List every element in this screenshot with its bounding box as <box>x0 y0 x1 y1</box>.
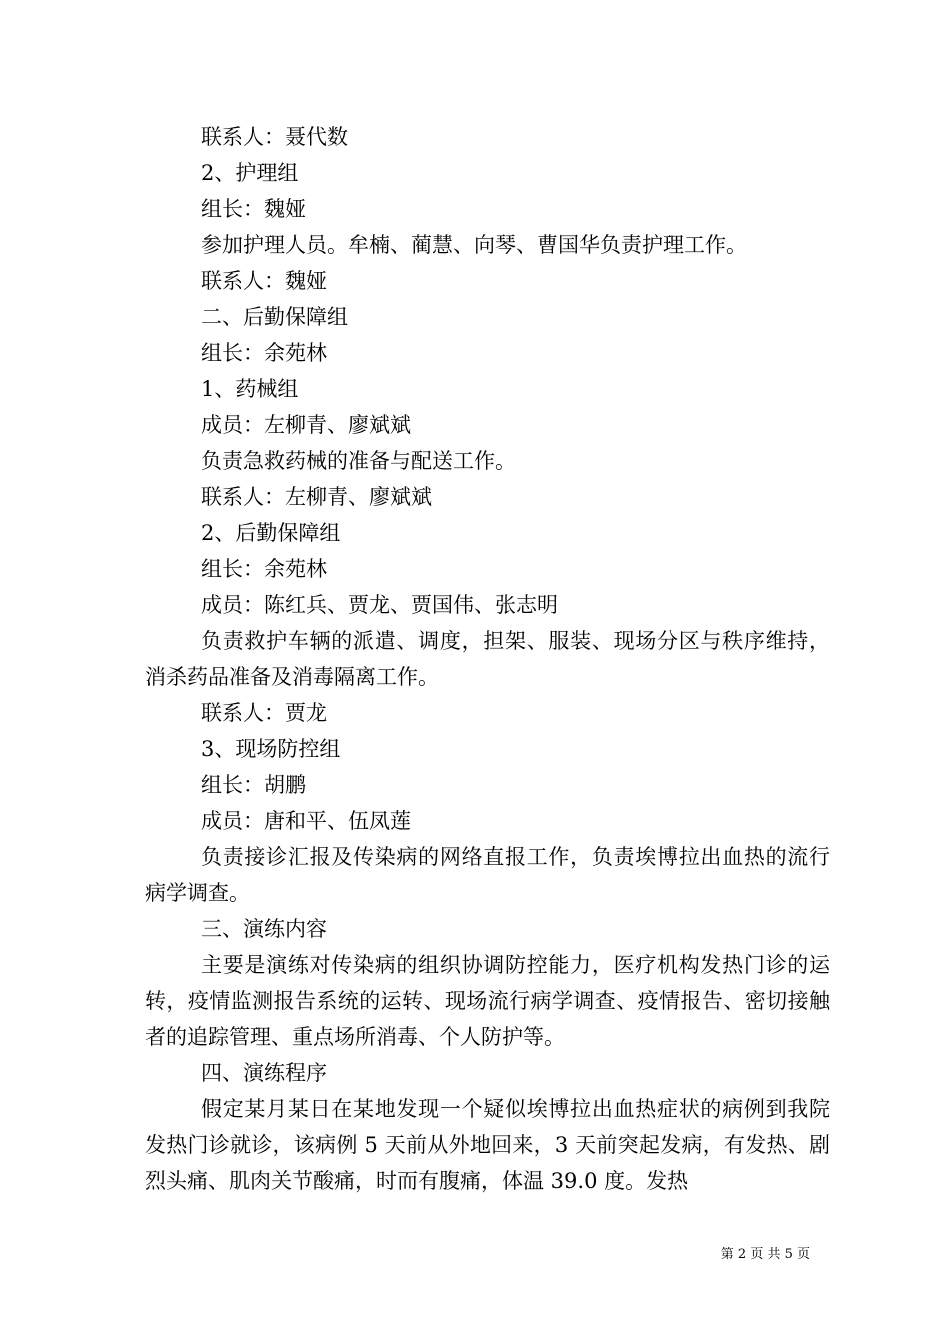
body-line: 三、演练内容 <box>201 917 327 941</box>
body-line: 组长：余苑林 <box>201 341 327 365</box>
body-paragraph: 主要是演练对传染病的组织协调防控能力，医疗机构发热门诊的运转，疫情监测报告系统的运转、现场流行病学调查、疫情报告、密切接触者的追踪管理、重点场所消毒、个人防护等。 <box>145 953 830 1049</box>
body-line: 组长：余苑林 <box>201 557 327 581</box>
body-paragraph: 负责接诊汇报及传染病的网络直报工作，负责埃博拉出血热的流行病学调查。 <box>145 845 830 905</box>
page-number: 第 2 页 共 5 页 <box>720 1247 810 1262</box>
body-line: 联系人：左柳青、廖斌斌 <box>201 485 432 509</box>
body-line: 成员：唐和平、伍凤莲 <box>201 809 411 833</box>
body-line: 2、后勤保障组 <box>201 521 341 545</box>
body-line: 组长：魏娅 <box>201 197 306 221</box>
body-line: 2、护理组 <box>201 161 299 185</box>
body-paragraph: 负责救护车辆的派遣、调度，担架、服装、现场分区与秩序维持，消杀药品准备及消毒隔离工作。 <box>145 629 830 689</box>
body-line: 3、现场防控组 <box>201 737 341 761</box>
body-line: 联系人：魏娅 <box>201 269 327 293</box>
body-line: 联系人：聂代数 <box>201 125 348 149</box>
body-paragraph: 假定某月某日在某地发现一个疑似埃博拉出血热症状的病例到我院发热门诊就诊，该病例 5 天前从外地回来，3 天前突起发病，有发热、剧烈头痛、肌肉关节酸痛，时而有腹痛，体温 39.0 度。发热 <box>145 1097 830 1193</box>
body-line: 1、药械组 <box>201 377 299 401</box>
body-line: 联系人：贾龙 <box>201 701 327 725</box>
body-line: 二、后勤保障组 <box>201 305 348 329</box>
body-line: 四、演练程序 <box>201 1061 327 1085</box>
body-line: 参加护理人员。牟楠、蔺慧、向琴、曹国华负责护理工作。 <box>201 233 747 257</box>
body-line: 成员：陈红兵、贾龙、贾国伟、张志明 <box>201 593 558 617</box>
body-line: 成员：左柳青、廖斌斌 <box>201 413 411 437</box>
body-line: 组长：胡鹏 <box>201 773 306 797</box>
document-body <box>145 119 830 1199</box>
body-line: 负责急救药械的准备与配送工作。 <box>201 449 516 473</box>
